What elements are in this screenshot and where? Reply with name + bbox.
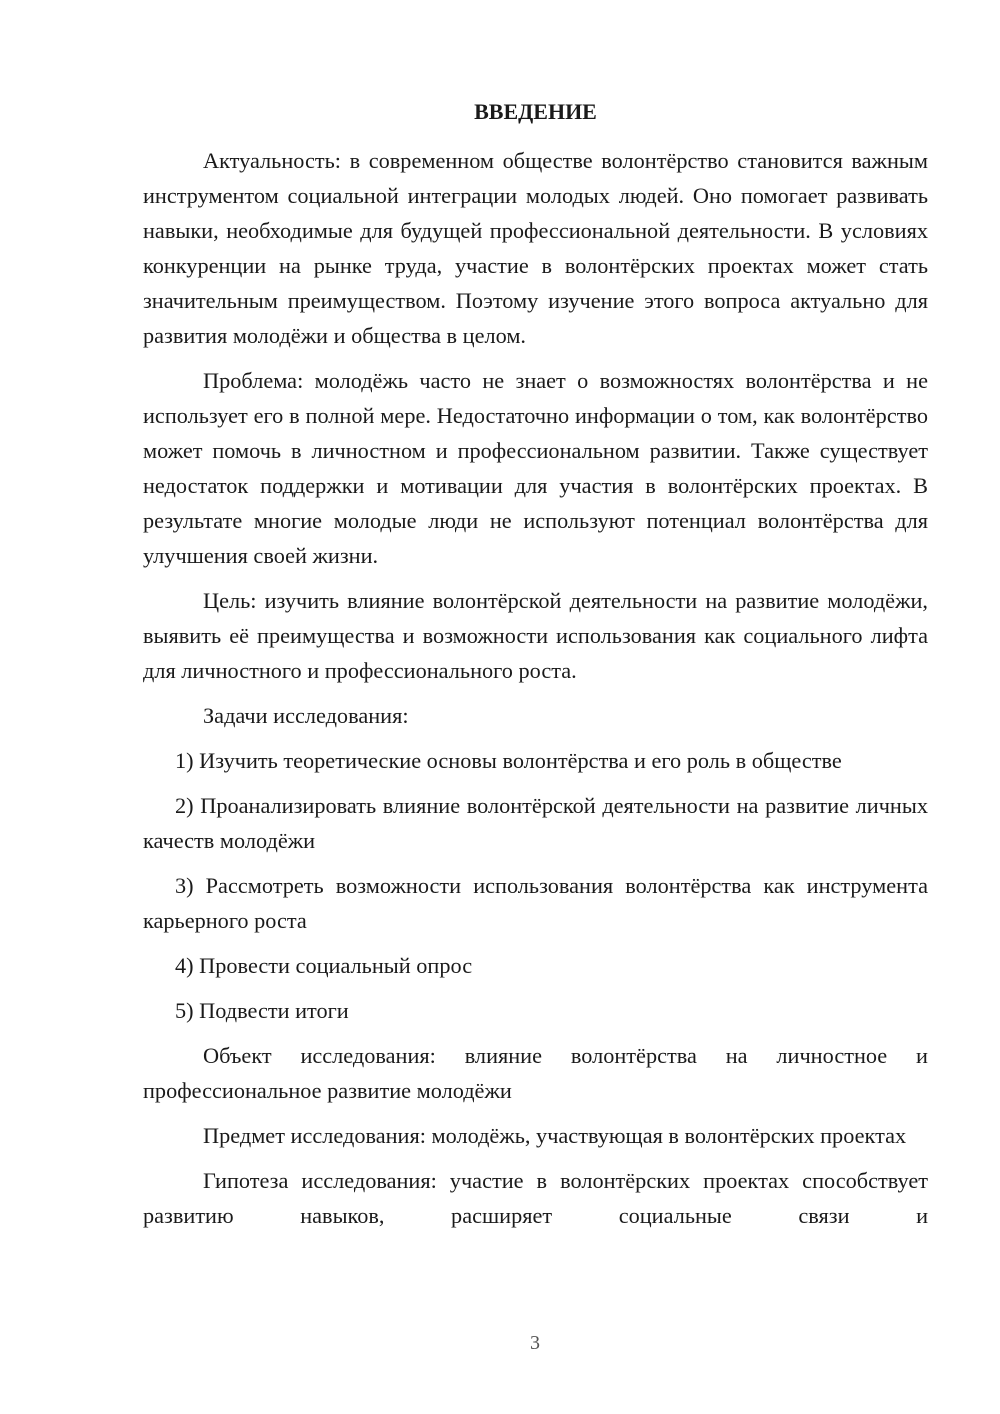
- page-number: 3: [530, 1332, 540, 1354]
- paragraph-relevance: Актуальность: в современном обществе волонтёрство становится важным инструментом социальной интеграции молодых людей. Оно помогает развивать навыки, необходимые для будущей профессиональной деятельности. В условиях конкуренции на рынке труда, участие в волонтёрских проектах может стать значительным преимуществом. Поэтому изучение этого вопроса актуально для развития молодёжи и общества в целом.: [143, 148, 928, 348]
- tasks-heading: Задачи исследования:: [203, 703, 409, 728]
- task-item: 5) Подвести итоги: [175, 998, 349, 1023]
- paragraph-subject: Предмет исследования: молодёжь, участвующая в волонтёрских проектах: [203, 1123, 907, 1148]
- task-item: 2) Проанализировать влияние волонтёрской деятельности на развитие личных качеств молодёжи: [143, 793, 928, 853]
- paragraph-problem: Проблема: молодёжь часто не знает о возможностях волонтёрства и не использует его в полной мере. Недостаточно информации о том, как волонтёрство может помочь в личностном и профессиональном развитии. Также существует недостаток поддержки и мотивации для участия в волонтёрских проектах. В результате многие молодые люди не используют потенциал волонтёрства для улучшения своей жизни.: [143, 368, 928, 568]
- task-item: 1) Изучить теоретические основы волонтёрства и его роль в обществе: [175, 748, 842, 773]
- task-item: 3) Рассмотреть возможности использования волонтёрства как инструмента карьерного роста: [143, 873, 928, 933]
- paragraph-hypothesis: Гипотеза исследования: участие в волонтёрских проектах способствует развитию навыков, расширяет социальные связи и: [143, 1168, 928, 1228]
- task-item: 4) Провести социальный опрос: [175, 953, 473, 978]
- page-title: ВВЕДЕНИЕ: [474, 99, 597, 124]
- document-page: [143, 94, 928, 1233]
- paragraph-object: Объект исследования: влияние волонтёрства на личностное и профессиональное развитие молодёжи: [143, 1043, 928, 1103]
- paragraph-goal: Цель: изучить влияние волонтёрской деятельности на развитие молодёжи, выявить её преимущества и возможности использования как социального лифта для личностного и профессионального роста.: [143, 588, 928, 683]
